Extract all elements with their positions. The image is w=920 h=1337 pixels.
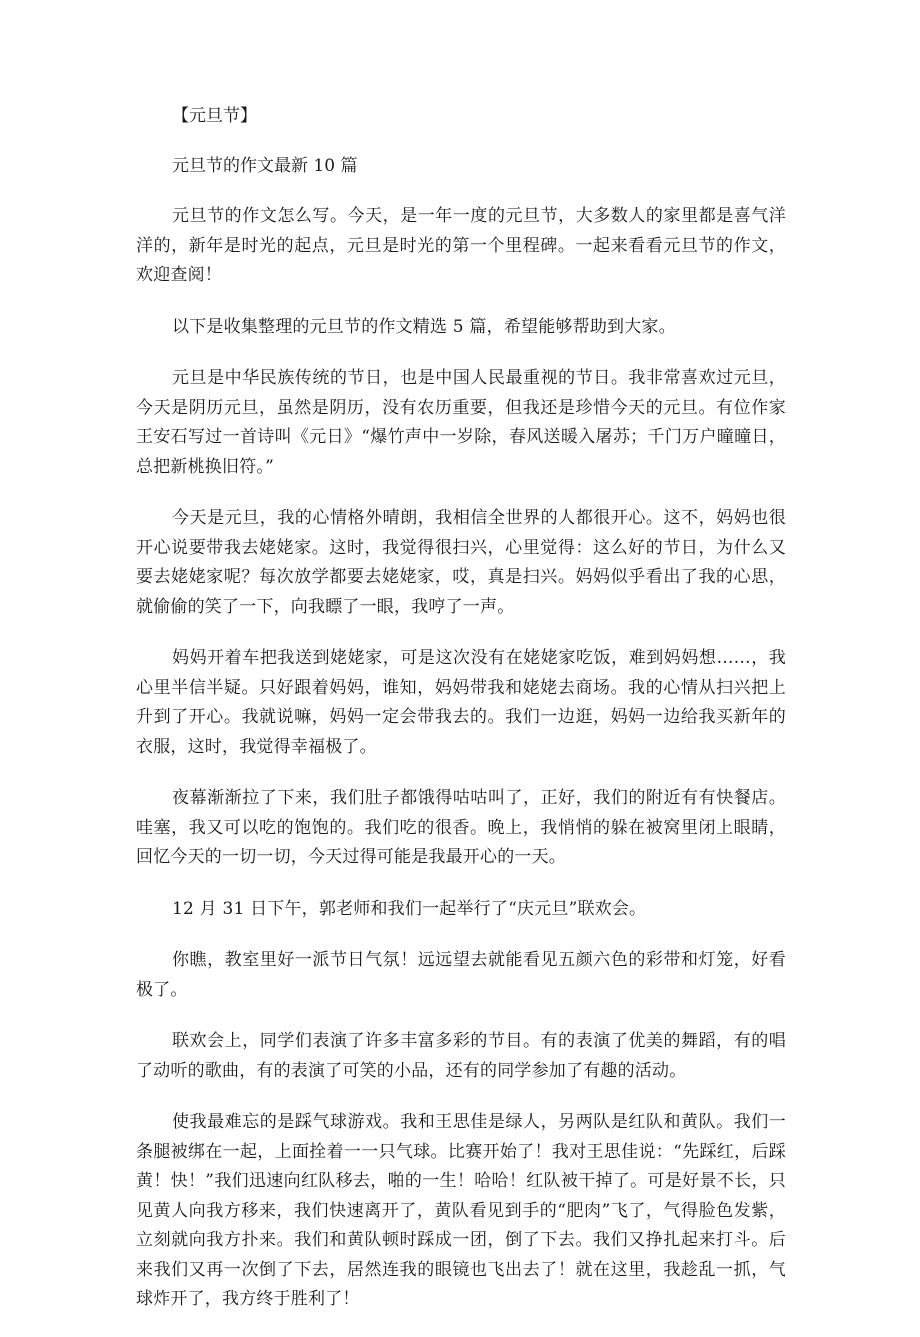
paragraph-performances: 联欢会上，同学们表演了许多丰富多彩的节目。有的表演了优美的舞蹈，有的唱了动听的歌曲，有的表演了可笑的小品，还有的同学参加了有趣的活动。 xyxy=(136,1031,786,1081)
document-heading: 【元旦节】 xyxy=(172,106,257,126)
paragraph-classroom: 你瞧，教室里好一派节日气氛！远远望去就能看见五颜六色的彩带和灯笼，好看极了。 xyxy=(136,950,786,1000)
paragraph-shopping: 妈妈开着车把我送到姥姥家，可是这次没有在姥姥家吃饭，难到妈妈想……，我心里半信半疑。只好跟着妈妈，谁知，妈妈带我和姥姥去商场。我的心情从扫兴把上升到了开心。我就说嘛，妈妈一定会带我去的。我们一边逛，妈妈一边给我买新年的衣服，这时，我觉得幸福极了。 xyxy=(136,648,786,757)
paragraph-collection-note: 以下是收集整理的元旦节的作文精选 5 篇，希望能够帮助到大家。 xyxy=(172,316,676,337)
paragraph-balloon-game: 使我最难忘的是踩气球游戏。我和王思佳是绿人，另两队是红队和黄队。我们一条腿被绑在一起，上面拴着一一只气球。比赛开始了！我对王思佳说：“先踩红，后踩黄！快！”我们迅速向红队移去，啪的一生！哈哈！红队被干掉了。可是好景不长，只见黄人向我方移来，我们快速离开了，黄队看见到手的“肥肉”飞了，气得脸色发紫，立刻就向我方扑来。我们和黄队顿时踩成一团，倒了下去。我们又挣扎起来打斗。后来我们又再一次倒了下去，居然连我的眼镜也飞出去了！就在这里，我趁乱一抓，气球炸开了，我方终于胜利了！ xyxy=(136,1112,786,1309)
paragraph-mood: 今天是元旦，我的心情格外晴朗，我相信全世界的人都很开心。这不，妈妈也很开心说要带我去姥姥家。这时，我觉得很扫兴，心里觉得：这么好的节日，为什么又要去姥姥家呢？每次放学都要去姥姥家，哎，真是扫兴。妈妈似乎看出了我的心思，就偷偷的笑了一下，向我瞟了一眼，我哼了一声。 xyxy=(136,508,786,617)
document-subtitle: 元旦节的作文最新 10 篇 xyxy=(172,156,358,176)
document-page xyxy=(136,102,786,1337)
paragraph-tradition: 元旦是中华民族传统的节日，也是中国人民最重视的节日。我非常喜欢过元旦，今天是阴历元旦，虽然是阴历，没有农历重要，但我还是珍惜今天的元旦。有位作家王安石写过一首诗叫《元日》“爆竹声中一岁除，春风送暖入屠苏；千门万户曈曈日，总把新桃换旧符。” xyxy=(136,368,786,477)
paragraph-evening: 夜幕渐渐拉了下来，我们肚子都饿得咕咕叫了，正好，我们的附近有有快餐店。哇塞，我又可以吃的饱饱的。我们吃的很香。晚上，我悄悄的躲在被窝里闭上眼睛，回忆今天的一切一切，今天过得可能是我最开心的一天。 xyxy=(136,788,786,867)
paragraph-party-date: 12 月 31 日下午，郭老师和我们一起举行了“庆元旦”联欢会。 xyxy=(172,898,647,919)
paragraph-intro: 元旦节的作文怎么写。今天，是一年一度的元旦节，大多数人的家里都是喜气洋洋的，新年是时光的起点，元旦是时光的第一个里程碑。一起来看看元旦节的作文，欢迎查阅！ xyxy=(136,206,786,285)
